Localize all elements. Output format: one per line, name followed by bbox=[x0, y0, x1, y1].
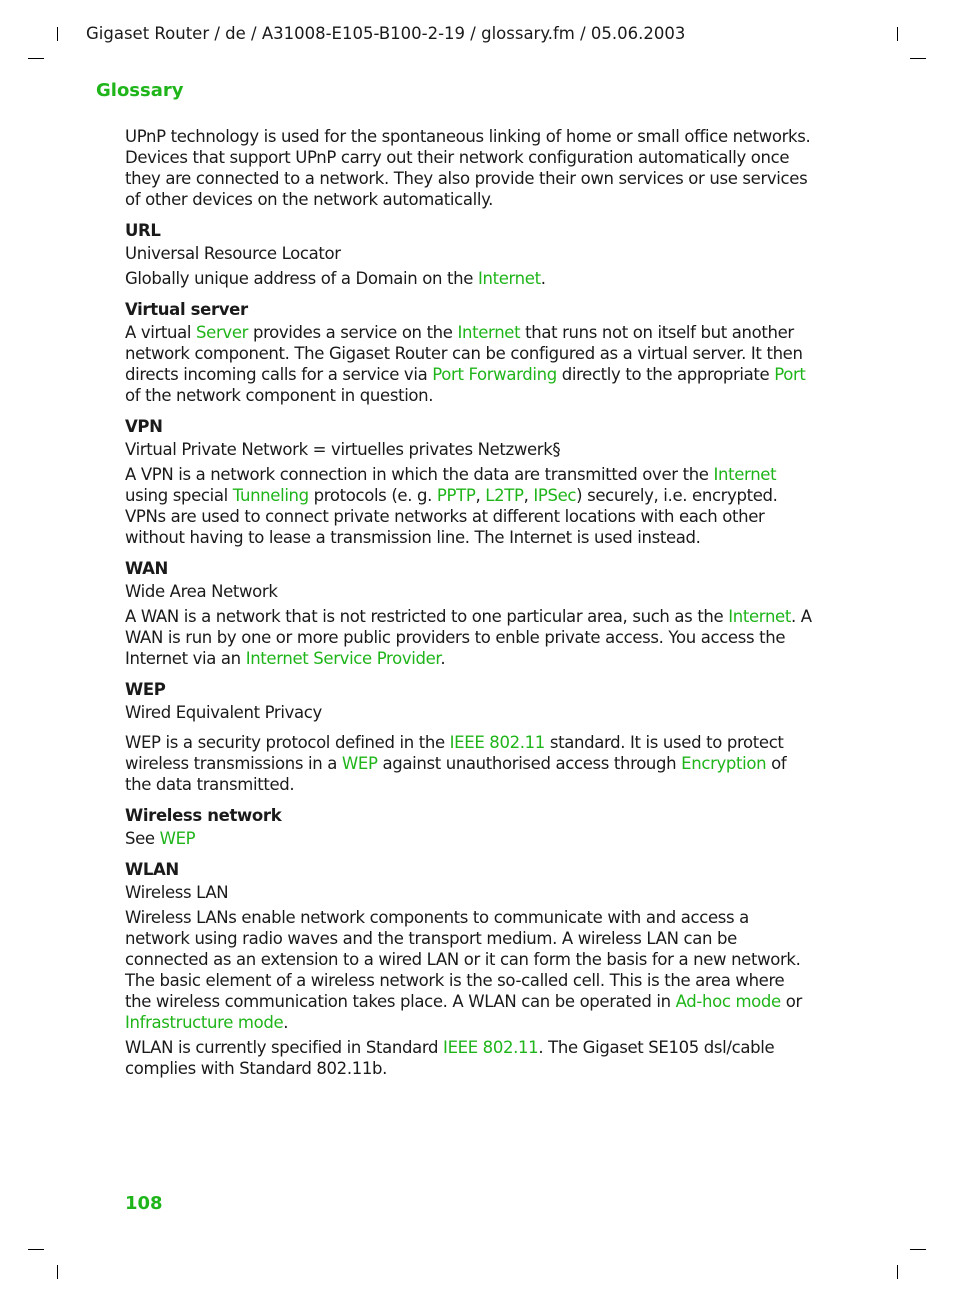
term-wlan: WLAN bbox=[125, 860, 179, 879]
crop-mark bbox=[910, 58, 926, 59]
abbr-wep: Wired Equivalent Privacy bbox=[125, 703, 322, 722]
text: Wireless LANs enable network components to communicate with and access a network using radio waves and the transport medium. A wireless LAN can be connected as an extension to a wired LAN or it can form the basis for a new network. The basic element of a wireless network is the so-called cell. This is the area where the wireless communication takes place. A WLAN can be operated in bbox=[125, 908, 801, 1011]
crop-mark bbox=[57, 27, 58, 41]
intro-paragraph: UPnP technology is used for the spontaneous linking of home or small office networks. Devices that support UPnP carry out their network configuration automatically once they are connected to a network. They also provide their own services or use services of other devices on the network automatically. bbox=[125, 127, 811, 209]
definition-wlan-standard bbox=[125, 1037, 815, 1079]
link-ieee-802-11[interactable]: IEEE 802.11 bbox=[443, 1038, 539, 1057]
text: standard. It is used to protect wireless transmissions in a bbox=[125, 733, 784, 773]
text: using special bbox=[125, 486, 233, 505]
link-internet-service-provider[interactable]: Internet Service Provider bbox=[245, 649, 441, 668]
link-pptp[interactable]: PPTP bbox=[436, 486, 476, 505]
crop-mark bbox=[28, 58, 44, 59]
text: ) securely, i.e. encrypted. VPNs are used to connect private networks at different locations with each other without having to lease a transmission line. The Internet is used instead. bbox=[125, 486, 778, 547]
definition-wlan bbox=[125, 907, 815, 1033]
term-wan: WAN bbox=[125, 559, 168, 578]
text: provides a service on the bbox=[248, 323, 458, 342]
text: , bbox=[523, 486, 534, 505]
link-internet[interactable]: Internet bbox=[728, 607, 791, 626]
text: against unauthorised access through bbox=[377, 754, 682, 773]
link-port[interactable]: Port bbox=[774, 365, 806, 384]
link-wep[interactable]: WEP bbox=[341, 754, 378, 773]
link-ipsec[interactable]: IPSec bbox=[533, 486, 577, 505]
link-ieee-802-11[interactable]: IEEE 802.11 bbox=[449, 733, 545, 752]
text: See bbox=[125, 829, 160, 848]
link-ad-hoc-mode[interactable]: Ad-hoc mode bbox=[675, 992, 781, 1011]
abbr-wan: Wide Area Network bbox=[125, 582, 278, 601]
term-virtual-server: Virtual server bbox=[125, 300, 248, 319]
text: . The Gigaset SE105 dsl/cable complies with Standard 802.11b. bbox=[125, 1038, 775, 1078]
link-tunneling[interactable]: Tunneling bbox=[232, 486, 309, 505]
crop-mark bbox=[897, 1265, 898, 1279]
term-url: URL bbox=[125, 221, 161, 240]
text: that runs not on itself but another network component. The Gigaset Router can be configured as a virtual server. It then directs incoming calls for a service via bbox=[125, 323, 803, 384]
term-vpn: VPN bbox=[125, 417, 163, 436]
definition-wan bbox=[125, 606, 815, 669]
definition-url bbox=[125, 268, 815, 289]
text: of the network component in question. bbox=[125, 386, 434, 405]
term-wireless-network: Wireless network bbox=[125, 806, 282, 825]
text: protocols (e. g. bbox=[308, 486, 437, 505]
crop-mark bbox=[57, 1265, 58, 1279]
link-internet[interactable]: Internet bbox=[477, 269, 541, 288]
link-port-forwarding[interactable]: Port Forwarding bbox=[432, 365, 557, 384]
crop-mark bbox=[897, 27, 898, 41]
text: . bbox=[540, 269, 546, 288]
text: WEP is a security protocol defined in the bbox=[125, 733, 450, 752]
link-internet[interactable]: Internet bbox=[457, 323, 521, 342]
link-infrastructure-mode[interactable]: Infrastructure mode bbox=[125, 1013, 284, 1032]
abbr-vpn: Virtual Private Network = virtuelles privates Netzwerk§ bbox=[125, 440, 561, 459]
crop-mark bbox=[910, 1249, 926, 1250]
text: . bbox=[440, 649, 446, 668]
definition-wep bbox=[125, 732, 815, 795]
text: . bbox=[283, 1013, 289, 1032]
term-wep: WEP bbox=[125, 680, 166, 699]
link-l2tp[interactable]: L2TP bbox=[485, 486, 524, 505]
definition-wireless-network bbox=[125, 828, 815, 849]
running-header: Gigaset Router / de / A31008-E105-B100-2-19 / glossary.fm / 05.06.2003 bbox=[86, 24, 686, 43]
text: Globally unique address of a Domain on the bbox=[125, 269, 478, 288]
abbr-wlan: Wireless LAN bbox=[125, 883, 229, 902]
page-number: 108 bbox=[125, 1193, 163, 1214]
link-encryption[interactable]: Encryption bbox=[681, 754, 767, 773]
section-title: Glossary bbox=[96, 80, 184, 101]
glossary-content bbox=[125, 126, 815, 1079]
text: A VPN is a network connection in which the data are transmitted over the bbox=[125, 465, 714, 484]
abbr-url: Universal Resource Locator bbox=[125, 244, 341, 263]
text: of the data transmitted. bbox=[125, 754, 787, 794]
crop-mark bbox=[28, 1249, 44, 1250]
text: or bbox=[780, 992, 802, 1011]
definition-virtual-server bbox=[125, 322, 815, 406]
text: , bbox=[475, 486, 486, 505]
text: A WAN is a network that is not restricted to one particular area, such as the bbox=[125, 607, 729, 626]
text: . A WAN is run by one or more public providers to enble private access. You access the Internet via an bbox=[125, 607, 812, 668]
definition-vpn bbox=[125, 464, 815, 548]
link-server[interactable]: Server bbox=[196, 323, 249, 342]
text: directly to the appropriate bbox=[556, 365, 775, 384]
link-internet[interactable]: Internet bbox=[713, 465, 777, 484]
link-wep[interactable]: WEP bbox=[159, 829, 196, 848]
text: A virtual bbox=[125, 323, 197, 342]
text: WLAN is currently specified in Standard bbox=[125, 1038, 444, 1057]
